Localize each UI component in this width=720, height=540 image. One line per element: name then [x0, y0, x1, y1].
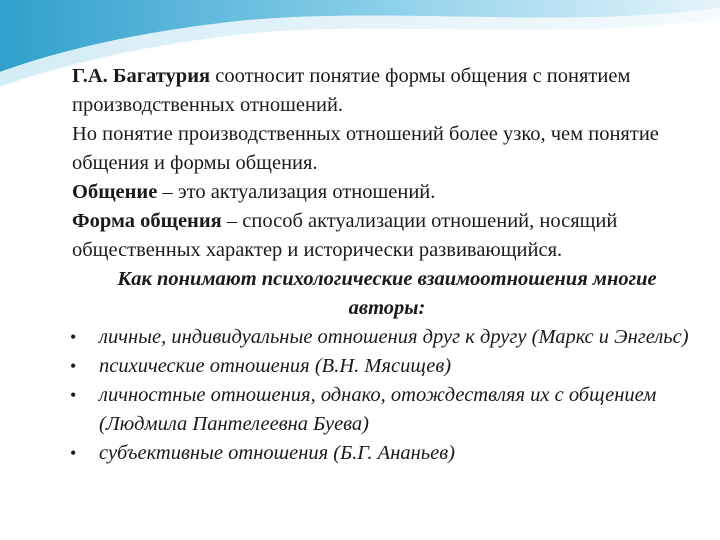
section-heading: Как понимают психологические взаимоотношения многие авторы: [117, 268, 657, 319]
paragraph-production-relations: Но понятие производственных отношений более узко, чем понятие общения и формы общения. [72, 123, 659, 174]
list-item-text: личностные отношения, однако, отождествляя их с общением (Людмила Пантелеевна Буева) [99, 384, 657, 435]
bullet-icon: • [70, 356, 77, 376]
bullet-icon: • [70, 443, 77, 463]
term-communication: Общение [72, 181, 158, 203]
definition-text: – это актуализация отношений. [157, 181, 436, 203]
definition-text: – способ актуализации отношений, носящий общественных характер и исторически развивающийся. [72, 210, 618, 261]
list-item [72, 381, 692, 439]
authors-list [72, 323, 692, 468]
list-item-text: личные, индивидуальные отношения друг к другу (Маркс и Энгельс) [99, 326, 689, 348]
paragraph-text: соотносит понятие формы общения с понятием производственных отношений. [72, 65, 631, 116]
term-form-of-communication: Форма общения [72, 210, 222, 232]
slide-body [72, 62, 692, 468]
bullet-icon: • [70, 385, 77, 405]
list-item-text: психические отношения (В.Н. Мясищев) [99, 355, 452, 377]
paragraph-communication-definition [72, 178, 692, 207]
author-name: Г.А. Багатурия [72, 65, 211, 87]
list-item-text: субъективные отношения (Б.Г. Ананьев) [99, 442, 455, 464]
paragraph-bagaturia [72, 62, 692, 120]
bullet-icon: • [70, 327, 77, 347]
paragraph-form-definition [72, 207, 692, 265]
list-item [72, 352, 692, 381]
list-item [72, 323, 692, 352]
list-item [72, 439, 692, 468]
